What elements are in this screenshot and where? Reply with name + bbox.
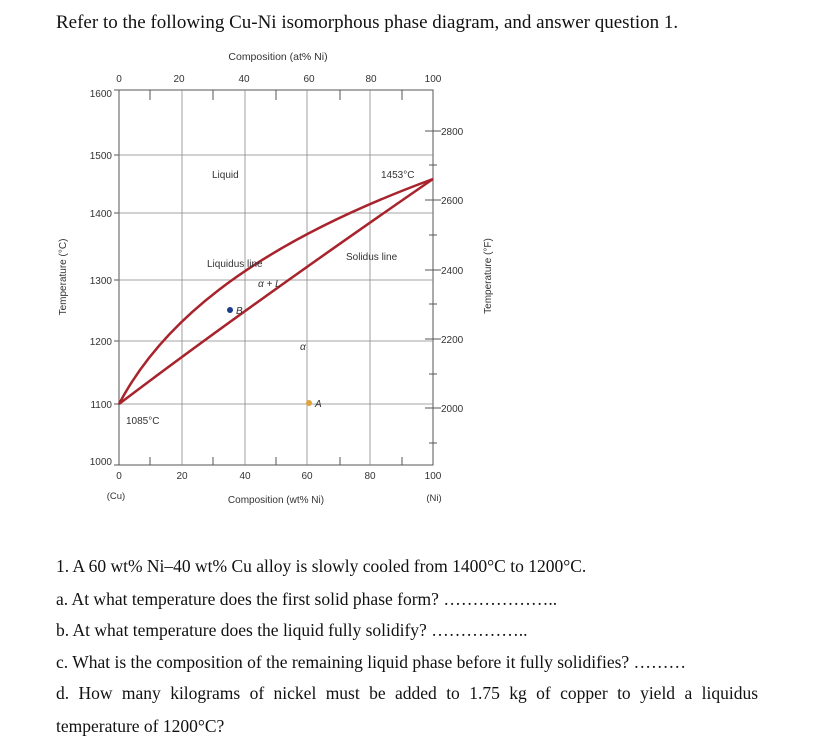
left-tick-label: 1100 — [90, 400, 112, 411]
liquidus-line-label: Liquidus line — [207, 259, 263, 270]
top-tick-label: 80 — [365, 74, 377, 85]
left-axis-ticks — [114, 90, 119, 465]
top-tick-label: 40 — [238, 74, 250, 85]
point-a-marker — [306, 400, 312, 406]
right-tick-label: 2600 — [441, 196, 464, 207]
plot-frame — [119, 90, 433, 465]
bottom-axis-title: Composition (wt% Ni) — [227, 495, 325, 506]
point-b-label: B — [236, 306, 243, 317]
vertical-gridlines — [182, 90, 370, 465]
left-tick-label: 1300 — [89, 276, 112, 287]
bottom-axis-ticks — [150, 457, 402, 465]
point-b-marker — [227, 307, 233, 313]
right-tick-label: 2200 — [441, 335, 464, 346]
bottom-tick-label: 40 — [239, 471, 251, 482]
phase-diagram — [0, 40, 830, 530]
ni-melting-point-label: 1453°C — [381, 170, 415, 181]
question-1b: b. At what temperature does the liquid fully solidify? …………….. — [56, 620, 528, 640]
bottom-tick-label: 80 — [364, 471, 376, 482]
left-axis-title: Temperature (°C) — [58, 238, 69, 316]
bottom-tick-label: 20 — [176, 471, 188, 482]
right-tick-label: 2400 — [441, 266, 464, 277]
right-tick-label: 2000 — [441, 404, 464, 415]
right-axis-title: Temperature (°F) — [483, 238, 494, 314]
left-tick-label: 1200 — [89, 337, 112, 348]
top-axis-ticks — [150, 90, 402, 100]
top-tick-label: 60 — [303, 74, 315, 85]
cu-label: (Cu) — [106, 491, 126, 502]
bottom-tick-label: 60 — [301, 471, 313, 482]
cu-melting-point-label: 1085°C — [126, 416, 160, 427]
left-tick-label: 1600 — [89, 89, 112, 100]
top-tick-label: 20 — [173, 74, 185, 85]
alpha-label: α — [300, 342, 306, 353]
question-1: 1. A 60 wt% Ni–40 wt% Cu alloy is slowly cooled from 1400°C to 1200°C. — [56, 556, 587, 576]
top-tick-label: 0 — [116, 74, 122, 85]
liquid-region-label: Liquid — [212, 170, 239, 181]
two-phase-label: α + L — [258, 279, 281, 290]
right-tick-label: 2800 — [441, 127, 464, 138]
bottom-tick-label: 0 — [116, 471, 122, 482]
left-tick-label: 1400 — [89, 209, 112, 220]
point-a-label: A — [315, 399, 322, 410]
ni-label: (Ni) — [426, 493, 442, 504]
question-1c: c. What is the composition of the remaining liquid phase before it fully solidifies? ……… — [56, 652, 687, 672]
top-tick-label: 100 — [424, 74, 442, 85]
intro-text: Refer to the following Cu-Ni isomorphous phase diagram, and answer question 1. — [56, 12, 679, 33]
top-axis-title: Composition (at% Ni) — [228, 51, 328, 63]
question-1a: a. At what temperature does the first solid phase form? ……………….. — [56, 589, 558, 609]
left-tick-label: 1500 — [89, 151, 112, 162]
bottom-tick-label: 100 — [424, 471, 442, 482]
question-1d-line1: d. How many kilograms of nickel must be added to 1.75 kg of copper to yield a liquidus — [56, 683, 758, 703]
question-1d-line2: temperature of 1200°C? — [56, 716, 225, 736]
left-tick-label: 1000 — [89, 457, 112, 468]
solidus-line-label: Solidus line — [346, 252, 398, 263]
